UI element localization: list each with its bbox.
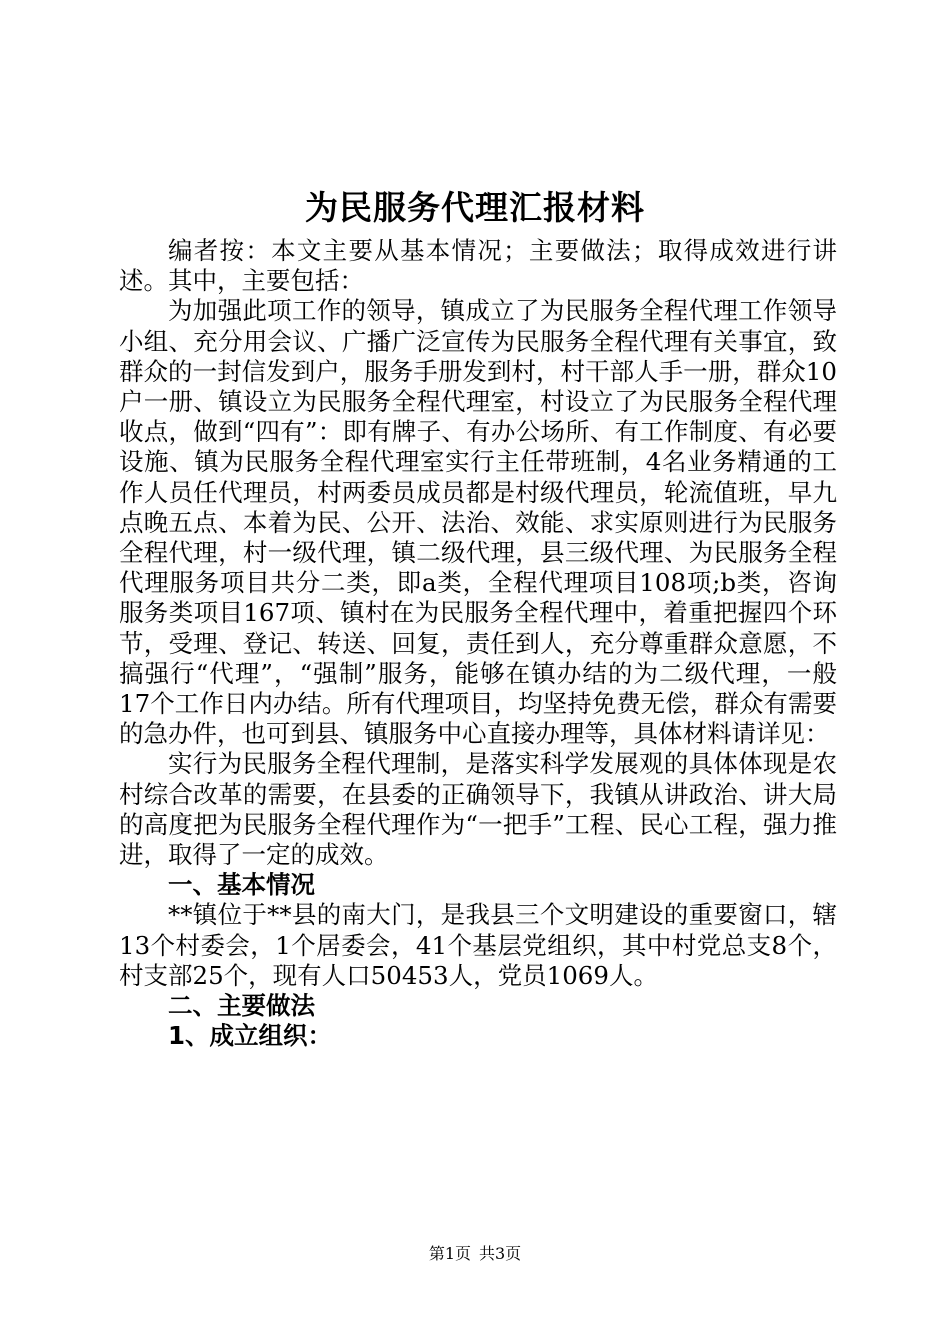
- section-heading-main-practices: 二、主要做法: [168, 991, 315, 1021]
- document-body: [119, 236, 837, 1051]
- body-paragraph: 为加强此项工作的领导，镇成立了为民服务全程代理工作领导小组、充分用会议、广播广泛宣传为民服务全程代理有关事宜，致群众的一封信发到户，服务手册发到村，村干部人手一册，群众10户一册、镇设立为民服务全程代理室，村设立了为民服务全程代理收点，做到“四有”：即有牌子、有办公场所、有工作制度、有必要设施、镇为民服务全程代理室实行主任带班制，4名业务精通的工作人员任代理员，村两委员成员都是村级代理员，轮流值班，早九点晚五点、本着为民、公开、法治、效能、求实原则进行为民服务全程代理，村一级代理，镇二级代理，县三级代理、为民服务全程代理服务项目共分二类，即a类，全程代理项目108项;b类，咨询服务类项目167项、镇村在为民服务全程代理中，着重把握四个环节，受理、登记、转送、回复，责任到人，充分尊重群众意愿，不搞强行“代理”，“强制”服务，能够在镇办结的为二级代理，一般17个工作日内办结。所有代理项目，均坚持免费无偿，群众有需要的急办件，也可到县、镇服务中心直接办理等，具体材料请详见：: [119, 296, 837, 749]
- body-paragraph: **镇位于**县的南大门，是我县三个文明建设的重要窗口，辖13个村委会，1个居委会，41个基层党组织，其中村党总支8个，村支部25个，现有人口50453人，党员1069人。: [119, 900, 837, 990]
- page-footer: [0, 1244, 950, 1264]
- page-total: 共3页: [479, 1244, 522, 1263]
- section-heading-basic-situation: 一、基本情况: [168, 870, 315, 900]
- editor-note-paragraph: 编者按：本文主要从基本情况；主要做法；取得成效进行讲述。其中，主要包括：: [119, 236, 837, 296]
- document-title: 为民服务代理汇报材料: [305, 188, 645, 227]
- body-paragraph: 实行为民服务全程代理制，是落实科学发展观的具体体现是农村综合改革的需要，在县委的正确领导下，我镇从讲政治、讲大局的高度把为民服务全程代理作为“一把手”工程、民心工程，强力推进，取得了一定的成效。: [119, 749, 837, 870]
- page-number: 第1页: [428, 1244, 471, 1263]
- subsection-heading-organization: 1、成立组织：: [168, 1021, 333, 1051]
